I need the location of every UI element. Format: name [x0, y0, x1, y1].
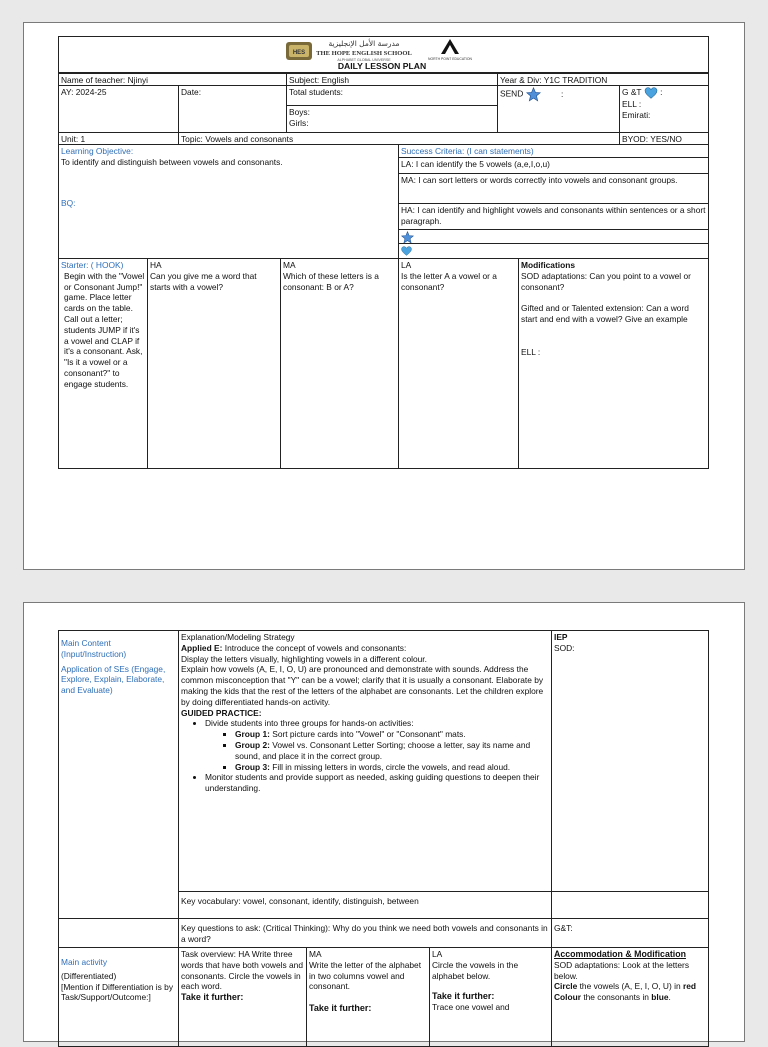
- total-students: Total students:: [286, 85, 498, 106]
- main-content-label-box: [58, 630, 179, 919]
- form-title: DAILY LESSON PLAN: [337, 61, 427, 71]
- modifications-box: [518, 258, 709, 469]
- starter-text: Begin with the "Vowel or Consonant Jump!" game. Place letter cards on the table. Call out a letter; students JUMP if it's a vowel and CLAP if it's a consonant. Ask, "Is it a vowel or a consonant?" to engage students.: [64, 270, 145, 389]
- sod-label: SOD:: [554, 642, 575, 653]
- bq-label: BQ:: [61, 197, 76, 208]
- starter-ha-text: Can you give me a word that starts with a vowel?: [150, 270, 257, 292]
- emirati-label: Emirati:: [622, 109, 651, 120]
- starter-la-label: LA: [401, 260, 412, 270]
- iep-label: IEP: [554, 632, 568, 642]
- key-questions: Key questions to ask: (Critical Thinking): Why do you think we need both vowels and consonants in a word?: [178, 918, 552, 948]
- school-subtitle: ALPHABET GLOBAL UNIVERSE: [337, 58, 391, 62]
- starter-label: Starter: ( HOOK): [61, 260, 124, 270]
- page-2: [23, 602, 745, 1042]
- guided-bullet-1: • Divide students into three groups for hands-on activities: ▪ Group 1: Sort picture cards into "Vowel" or "Consonant" mats. ▪ Group 2: Vowel vs. Consonant Letter Sorting; choose a letter, say its name and sound, and place it in the correct group. ▪ Group 3: Fill in missing letters in words, circle the vowels, and read aloud.: [205, 718, 549, 772]
- starter-box: [58, 258, 148, 469]
- group-2-item: ▪ Group 2: Vowel vs. Consonant Letter Sorting; choose a letter, say its name and sound, and place it in the correct group.: [235, 740, 549, 762]
- accommodation-circle-line: Circle the vowels (A, E, I, O, U) in red Colour the consonants in blue.: [554, 981, 696, 1003]
- gt-notes: G&T:: [551, 918, 709, 948]
- learning-objective-box: [58, 144, 399, 259]
- key-questions-label-cell: [58, 918, 179, 948]
- modifications-ell: ELL :: [521, 346, 541, 357]
- modifications-label: Modifications: [521, 260, 575, 270]
- starter-la-box: [398, 258, 519, 469]
- activity-ma-label: MA: [309, 949, 322, 959]
- school-english-name: THE HOPE ENGLISH SCHOOL: [316, 50, 412, 57]
- boys-girls-box: [286, 105, 498, 133]
- page-1: [23, 22, 745, 570]
- gt-colon: :: [660, 87, 663, 98]
- star-icon: [526, 87, 541, 102]
- svg-text:HES: HES: [292, 50, 306, 56]
- main-activity-label-box: [58, 947, 179, 1047]
- girls-count: Girls:: [289, 117, 309, 128]
- iep-empty-cell: [551, 891, 709, 919]
- success-criteria-la: LA: I can identify the 5 vowels (a,e,I,o,u): [398, 157, 709, 174]
- gt-box: [619, 85, 709, 133]
- gt-label: G &T: [622, 87, 642, 98]
- iep-box: [551, 630, 709, 892]
- unit: Unit: 1: [58, 132, 179, 145]
- activity-ha-text: Task overview: HA Write three words that have both vowels and consonants. Circle the vowels in each word.: [181, 949, 303, 992]
- school-arabic-name: مدرسة الأمل الإنجليزية: [328, 39, 400, 48]
- starter-la-text: Is the letter A a vowel or a consonant?: [401, 270, 497, 292]
- activity-ha-box: [178, 947, 307, 1047]
- starter-ma-box: [280, 258, 399, 469]
- accommodation-sod: SOD adaptations: Look at the letters below.: [554, 959, 690, 981]
- starter-ha-label: HA: [150, 260, 162, 270]
- activity-ma-text: Write the letter of the alphabet in two columns vowel and consonant.: [309, 959, 422, 992]
- learning-objective-text: To identify and distinguish between vowels and consonants.: [61, 156, 283, 167]
- topic: Topic: Vowels and consonants: [178, 132, 620, 145]
- applied-e-label: Applied E:: [181, 642, 223, 653]
- subject: Subject: English: [286, 73, 498, 86]
- accommodation-box: [551, 947, 709, 1047]
- guided-practice-label: GUIDED PRACTICE:: [181, 707, 262, 718]
- academic-year: AY: 2024-25: [58, 85, 179, 133]
- send-colon: :: [560, 88, 564, 99]
- success-criteria-ma: MA: I can sort letters or words correctly into vowels and consonant groups.: [398, 173, 709, 204]
- success-criteria-gt-row: [398, 229, 709, 244]
- main-content-label: Main Content (Input/Instruction): [61, 638, 127, 659]
- starter-ha-box: [147, 258, 281, 469]
- date-field[interactable]: Date:: [178, 85, 287, 133]
- application-ses-label: Application of SEs (Engage, Explore, Explain, Elaborate, and Evaluate): [61, 663, 166, 696]
- boys-count: Boys:: [289, 107, 310, 117]
- strategy-line-2: Explain how vowels (A, E, I, O, U) are pronounced and demonstrate with sounds. Address the common misconception that "Y" can be a vowel; clarify that it is usually a consonant. Elaborate by making the kids that the rest of the letters of the alphabet are consonants. Let the children explore by doing differentiated hands-on activity.: [181, 664, 544, 707]
- starter-ma-label: MA: [283, 260, 296, 270]
- learning-objective-label: Learning Objective:: [61, 146, 134, 156]
- activity-la-further: Take it further:: [432, 991, 495, 1002]
- activity-la-label: LA: [432, 949, 443, 959]
- explanation-box: [178, 630, 552, 892]
- starter-ma-text: Which of these letters is a consonant: B or A?: [283, 270, 379, 292]
- year-division: Year & Div: Y1C TRADITION: [497, 73, 709, 86]
- differentiation-note: [Mention if Differentiation is by Task/Support/Outcome:]: [61, 981, 174, 1003]
- activity-la-box: [429, 947, 552, 1047]
- send-label: SEND: [500, 88, 524, 99]
- modifications-gifted: Gifted and or Talented extension: Can a word start and end with a vowel? Give an example: [521, 303, 689, 325]
- activity-ma-further: Take it further:: [309, 1003, 372, 1014]
- heart-icon: [401, 246, 412, 256]
- modifications-sod: SOD adaptations: Can you point to a vowel or consonant?: [521, 270, 691, 292]
- heart-icon: [644, 87, 658, 99]
- strategy-heading: Explanation/Modeling Strategy: [181, 632, 295, 642]
- key-vocabulary: Key vocabulary: vowel, consonant, identify, distinguish, between: [178, 891, 552, 919]
- partner-label: NORTH POINT EDUCATION: [428, 57, 472, 61]
- activity-la-text: Circle the vowels in the alphabet below.: [432, 959, 519, 981]
- ell-label: ELL :: [622, 99, 642, 109]
- differentiated-label: (Differentiated): [61, 970, 117, 981]
- success-criteria-ha: HA: I can identify and highlight vowels and consonants within sentences or a short paragraph.: [398, 203, 709, 230]
- north-point-logo-icon: [441, 39, 459, 54]
- group-1-item: ▪ Group 1: Sort picture cards into "Vowel" or "Consonant" mats.: [235, 729, 549, 740]
- teacher-name: Name of teacher: Njinyi: [58, 73, 287, 86]
- activity-ma-box: [306, 947, 430, 1047]
- byod: BYOD: YES/NO: [619, 132, 709, 145]
- activity-la-extra: Trace one vowel and: [432, 1002, 510, 1013]
- success-criteria-heart-row: [398, 243, 709, 259]
- strategy-line-1: Display the letters visually, highlighting vowels in a different colour.: [181, 653, 427, 664]
- guided-bullet-2: • Monitor students and provide support as needed, asking guiding questions to deepen their understanding.: [205, 772, 549, 794]
- group-3-item: ▪ Group 3: Fill in missing letters in words, circle the vowels, and read aloud.: [235, 762, 549, 773]
- accommodation-label: Accommodation & Modification: [554, 949, 686, 959]
- main-activity-label: Main activity: [61, 957, 108, 967]
- applied-e-text: Introduce the concept of vowels and consonants:: [224, 642, 407, 653]
- activity-ha-further: Take it further:: [181, 992, 244, 1003]
- send-box: [497, 85, 620, 133]
- success-criteria-label: Success Criteria: (I can statements): [398, 144, 709, 158]
